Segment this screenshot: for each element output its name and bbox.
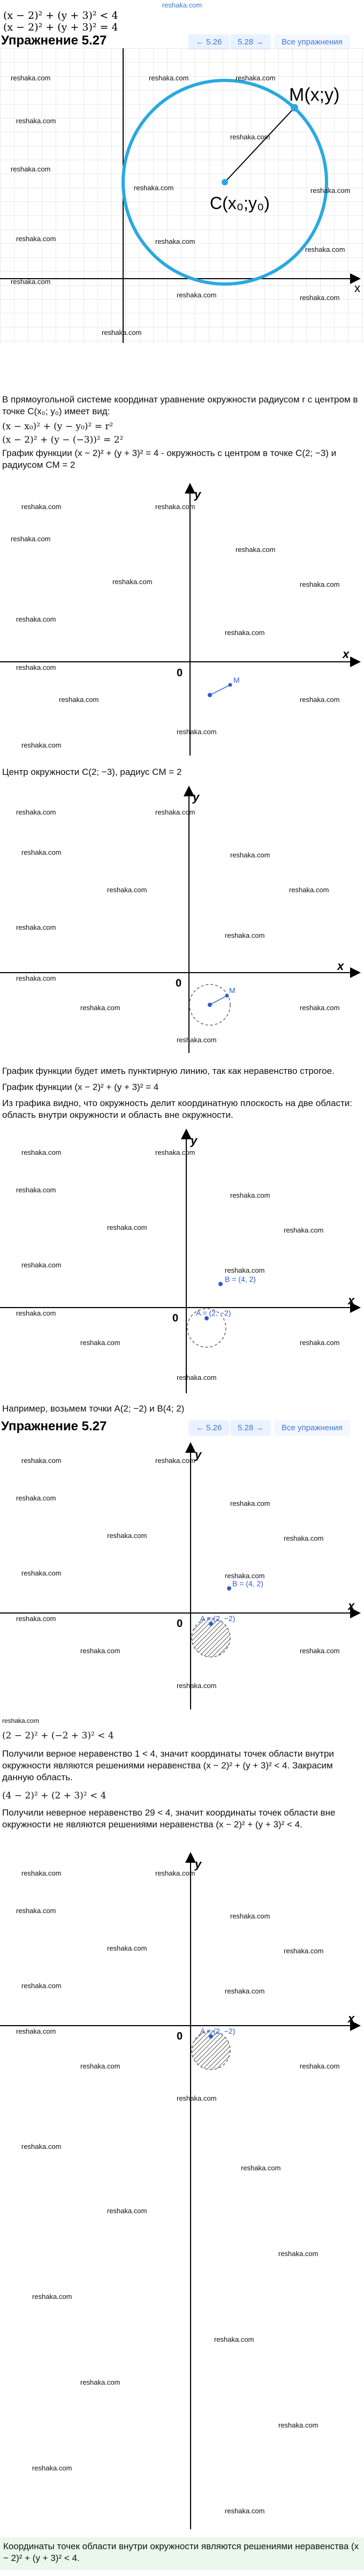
point-b: [227, 1586, 231, 1591]
svg-text:reshaka.com: reshaka.com: [225, 1266, 265, 1274]
svg-text:reshaka.com: reshaka.com: [284, 1947, 324, 1955]
formula-general: (x − x₀)² + (y − y₀)² = r²: [2, 421, 113, 432]
svg-text:reshaka.com: reshaka.com: [155, 808, 195, 816]
point-a-label: A = (2, −2): [200, 2027, 236, 2035]
watermarks: [16, 1148, 339, 1382]
svg-text:reshaka.com: reshaka.com: [177, 728, 217, 736]
svg-text:reshaka.com: reshaka.com: [230, 133, 270, 141]
exercise-title: Упражнение 5.27: [1, 33, 107, 48]
svg-text:reshaka.com: reshaka.com: [300, 580, 340, 588]
svg-text:reshaka.com: reshaka.com: [134, 184, 174, 192]
x-axis-label: x: [343, 647, 350, 661]
svg-text:reshaka.com: reshaka.com: [300, 1339, 340, 1347]
center-point: [222, 179, 228, 185]
svg-text:reshaka.com: reshaka.com: [107, 886, 147, 894]
svg-text:reshaka.com: reshaka.com: [16, 1907, 56, 1915]
equation-line: (x − 2)² + (y + 3)² = 4: [3, 21, 118, 33]
svg-text:reshaka.com: reshaka.com: [21, 848, 62, 856]
svg-text:reshaka.com: reshaka.com: [32, 2293, 72, 2301]
point-m: [229, 683, 232, 687]
svg-text:reshaka.com: reshaka.com: [21, 1148, 62, 1156]
svg-text:reshaka.com: reshaka.com: [16, 923, 56, 931]
text-true-inequality: Получили верное неравенство 1 < 4, значит координаты точек области внутри окружности являются решениями неравенства (x − 2)² + (y + 3)² < 4. Закрасим данную область.: [2, 1749, 334, 1782]
svg-text:reshaka.com: reshaka.com: [236, 546, 276, 554]
svg-text:reshaka.com: reshaka.com: [225, 629, 265, 637]
svg-text:reshaka.com: reshaka.com: [80, 2378, 120, 2386]
svg-text:reshaka.com: reshaka.com: [300, 1647, 340, 1655]
site-link[interactable]: reshaka.com: [162, 1, 202, 9]
point-m: [225, 994, 229, 998]
all-exercises-button-2[interactable]: Все упражнения: [274, 1420, 350, 1436]
svg-text:reshaka.com: reshaka.com: [16, 1186, 56, 1194]
watermarks: [16, 1457, 339, 1690]
svg-text:reshaka.com: reshaka.com: [289, 886, 329, 894]
svg-text:reshaka.com: reshaka.com: [21, 1569, 62, 1577]
figure-plane-center: [0, 477, 364, 756]
x-axis-label: x: [337, 959, 344, 973]
svg-text:reshaka.com: reshaka.com: [102, 328, 142, 337]
prev-exercise-button[interactable]: ← 5.26: [188, 34, 229, 50]
svg-text:reshaka.com: reshaka.com: [21, 2142, 62, 2151]
svg-text:reshaka.com: reshaka.com: [230, 1499, 270, 1507]
svg-text:reshaka.com: reshaka.com: [80, 1004, 120, 1012]
svg-text:reshaka.com: reshaka.com: [11, 165, 51, 173]
svg-text:reshaka.com: reshaka.com: [16, 808, 56, 816]
watermark-small: reshaka.com: [2, 1717, 39, 1724]
text-center-radius: Центр окружности C(2; −3), радиус CM = 2: [2, 767, 182, 777]
watermarks: [11, 503, 339, 749]
conclusion-text: Координаты точек области внутри окружности являются решениями неравенства (x − 2)² + (y + 3)² < 4.: [3, 2541, 359, 2563]
point-b: [218, 1282, 223, 1286]
text-example-points: Например, возьмем точки A(2; −2) и B(4; 2): [2, 1403, 185, 1414]
x-axis-label: x: [348, 1599, 355, 1612]
svg-text:reshaka.com: reshaka.com: [284, 1226, 324, 1234]
svg-text:reshaka.com: reshaka.com: [21, 1457, 62, 1465]
svg-text:reshaka.com: reshaka.com: [155, 1148, 195, 1156]
point-a-label: A = (2, −2): [200, 1614, 236, 1623]
radius-segment: [210, 685, 230, 695]
figure-dashed-circle: [0, 785, 364, 1053]
svg-text:reshaka.com: reshaka.com: [80, 2062, 120, 2070]
svg-text:reshaka.com: reshaka.com: [16, 1309, 56, 1317]
watermarks: [16, 808, 339, 1044]
svg-text:reshaka.com: reshaka.com: [11, 278, 51, 286]
svg-text:reshaka.com: reshaka.com: [107, 1532, 147, 1540]
inequality-line: (x − 2)² + (y + 3)² < 4: [3, 10, 118, 21]
point-m-label: M(x;y): [289, 85, 340, 105]
svg-text:reshaka.com: reshaka.com: [278, 2421, 318, 2429]
svg-text:reshaka.com: reshaka.com: [112, 578, 153, 586]
figure-circle-definition: [0, 48, 364, 343]
origin-label: 0: [177, 1618, 183, 1630]
svg-text:reshaka.com: reshaka.com: [16, 663, 56, 671]
x-axis-label: x: [348, 1294, 355, 1307]
center-point: [208, 693, 212, 697]
conclusion-box: [0, 2537, 364, 2570]
y-axis-label: y: [195, 1857, 202, 1871]
origin-label: 0: [177, 2030, 183, 2042]
svg-text:reshaka.com: reshaka.com: [236, 74, 276, 82]
point-m: [291, 104, 298, 111]
svg-text:reshaka.com: reshaka.com: [16, 1494, 56, 1502]
svg-text:reshaka.com: reshaka.com: [107, 1223, 147, 1231]
y-axis-label: y: [195, 1448, 202, 1461]
origin-label: 0: [176, 977, 182, 989]
svg-text:reshaka.com: reshaka.com: [16, 974, 56, 982]
origin-label: 0: [177, 667, 183, 679]
text-graph-description: График функции (x − 2)² + (y + 3)² = 4 - окружность с центром в точке C(2; −3) и радиусом CM = 2: [2, 448, 337, 470]
svg-text:reshaka.com: reshaka.com: [230, 1912, 270, 1920]
point-m-label: M: [233, 676, 240, 684]
svg-text:reshaka.com: reshaka.com: [16, 117, 56, 125]
svg-text:reshaka.com: reshaka.com: [241, 2164, 281, 2172]
svg-text:reshaka.com: reshaka.com: [300, 696, 340, 704]
svg-text:reshaka.com: reshaka.com: [230, 1191, 270, 1199]
watermarks: [16, 1869, 339, 2515]
svg-text:reshaka.com: reshaka.com: [310, 186, 351, 195]
svg-text:reshaka.com: reshaka.com: [177, 291, 217, 299]
svg-text:reshaka.com: reshaka.com: [59, 696, 99, 704]
x-axis-label: x: [348, 2012, 355, 2025]
origin-label: 0: [172, 1312, 179, 1324]
next-exercise-button[interactable]: 5.28 →: [230, 34, 271, 50]
svg-text:reshaka.com: reshaka.com: [300, 294, 340, 302]
svg-text:reshaka.com: reshaka.com: [80, 1339, 120, 1347]
svg-text:reshaka.com: reshaka.com: [21, 741, 62, 749]
text-false-inequality: Получили неверное неравенство 29 < 4, значит координаты точек области вне окружности не являются решениями неравенства (x − 2)² + (y + 3)² < 4.: [2, 1808, 336, 1830]
svg-text:reshaka.com: reshaka.com: [149, 74, 189, 82]
svg-text:reshaka.com: reshaka.com: [155, 1457, 195, 1465]
svg-text:reshaka.com: reshaka.com: [278, 2250, 318, 2258]
svg-text:reshaka.com: reshaka.com: [16, 2027, 56, 2035]
prev-exercise-button-2[interactable]: ← 5.26: [188, 1420, 229, 1436]
exercise-title-2: Упражнение 5.27: [1, 1419, 107, 1433]
point-b-label: B = (4, 2): [225, 1275, 256, 1283]
svg-text:reshaka.com: reshaka.com: [155, 237, 195, 245]
text-regions: Из графика видно, что окружность делит координатную плоскость на две области: область внутри окружности и область вне окружности.: [2, 1098, 353, 1120]
svg-text:reshaka.com: reshaka.com: [11, 535, 51, 543]
svg-text:reshaka.com: reshaka.com: [155, 1869, 195, 1877]
svg-text:reshaka.com: reshaka.com: [21, 1982, 62, 1990]
svg-text:reshaka.com: reshaka.com: [177, 1036, 217, 1044]
svg-text:reshaka.com: reshaka.com: [225, 1987, 265, 1995]
svg-text:reshaka.com: reshaka.com: [11, 74, 51, 82]
radius-segment: [210, 996, 227, 1005]
substitution-a: (2 − 2)² + (−2 + 3)² < 4: [2, 1730, 114, 1741]
next-exercise-button-2[interactable]: 5.28 →: [230, 1420, 271, 1436]
svg-text:reshaka.com: reshaka.com: [225, 2507, 265, 2515]
text-definition: В прямоугольной системе координат уравнение окружности радиусом r с центром в точке C(x₀; y₀) имеет вид:: [2, 394, 358, 416]
svg-text:reshaka.com: reshaka.com: [284, 1534, 324, 1542]
point-b-label: B = (4, 2): [232, 1579, 263, 1588]
figure-final-shaded: [0, 1849, 364, 2529]
svg-text:reshaka.com: reshaka.com: [16, 615, 56, 623]
svg-text:reshaka.com: reshaka.com: [305, 245, 345, 253]
y-axis-label: y: [193, 790, 200, 804]
svg-text:reshaka.com: reshaka.com: [16, 1615, 56, 1623]
y-axis-label: y: [194, 488, 201, 501]
svg-text:reshaka.com: reshaka.com: [225, 1572, 265, 1580]
text-dashed-note: График функции будет иметь пунктирную линию, так как неравенство строгое.: [2, 1066, 335, 1076]
svg-text:reshaka.com: reshaka.com: [107, 2207, 147, 2215]
figure-points-ab: [0, 1125, 364, 1393]
figure-shaded-region: [0, 1442, 364, 1709]
svg-text:reshaka.com: reshaka.com: [21, 503, 62, 511]
svg-text:reshaka.com: reshaka.com: [214, 2335, 254, 2343]
svg-text:reshaka.com: reshaka.com: [300, 1004, 340, 1012]
svg-text:reshaka.com: reshaka.com: [107, 1944, 147, 1952]
svg-text:reshaka.com: reshaka.com: [177, 1373, 217, 1382]
text-graph-function: График функции (x − 2)² + (y + 3)² = 4: [2, 1082, 159, 1092]
svg-text:reshaka.com: reshaka.com: [230, 851, 270, 859]
point-m-label: M: [229, 986, 236, 995]
svg-text:reshaka.com: reshaka.com: [80, 1647, 120, 1655]
svg-text:reshaka.com: reshaka.com: [32, 2464, 72, 2472]
formula-substituted: (x − 2)² + (y − (−3))² = 2²: [2, 435, 124, 445]
svg-text:reshaka.com: reshaka.com: [177, 2094, 217, 2102]
svg-text:reshaka.com: reshaka.com: [21, 1261, 62, 1269]
center-label: C(x₀;y₀): [210, 193, 270, 213]
svg-text:reshaka.com: reshaka.com: [16, 235, 56, 243]
x-axis-label: x: [354, 281, 360, 295]
y-axis-label: y: [191, 1134, 198, 1147]
substitution-b: (4 − 2)² + (2 + 3)² < 4: [2, 1790, 107, 1801]
svg-text:reshaka.com: reshaka.com: [300, 2062, 340, 2070]
point-a-label: A = (2, −2): [196, 1309, 231, 1317]
exercise-nav-2: [0, 1420, 364, 1436]
all-exercises-button[interactable]: Все упражнения: [274, 34, 350, 50]
center-point: [208, 1003, 212, 1007]
svg-text:reshaka.com: reshaka.com: [21, 1869, 62, 1877]
svg-text:reshaka.com: reshaka.com: [225, 931, 265, 939]
svg-text:reshaka.com: reshaka.com: [155, 503, 195, 511]
svg-text:reshaka.com: reshaka.com: [177, 1682, 217, 1690]
